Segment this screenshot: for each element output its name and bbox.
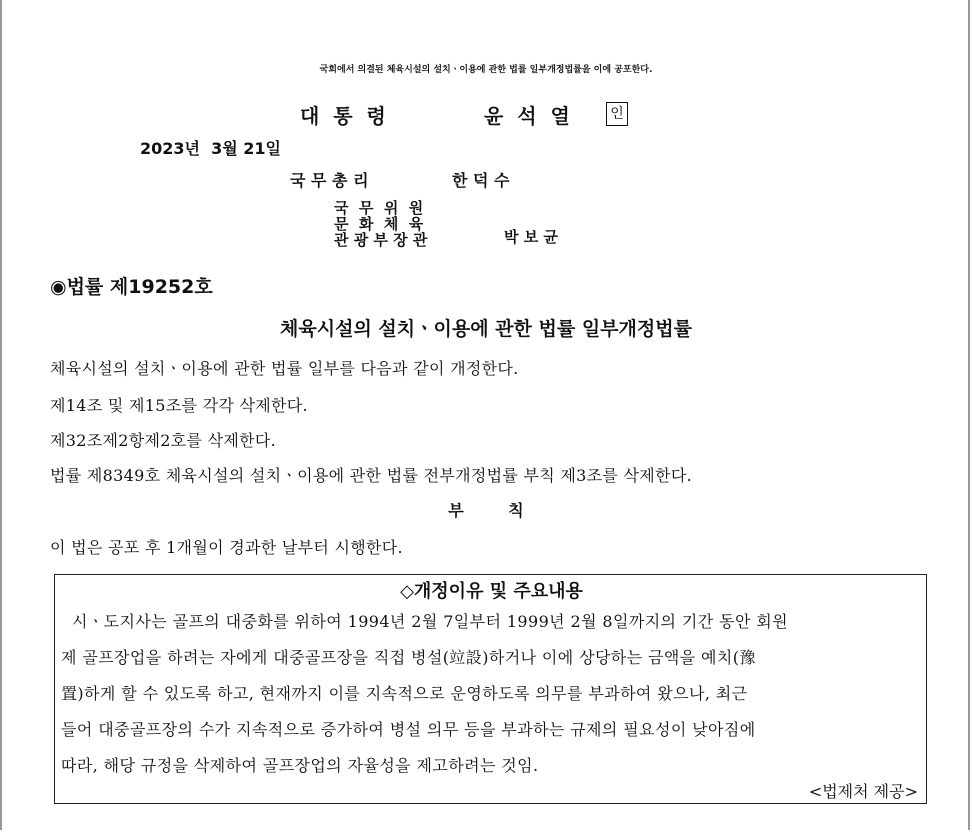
minister-title-line: 관 광 부 장 관: [334, 231, 428, 249]
law-body-line: 제32조제2항제2호를 삭제한다.: [50, 431, 277, 450]
seal-mark: 인: [606, 102, 628, 126]
president-title: 대 통 령: [300, 104, 386, 128]
law-body-line: 법률 제8349호 체육시설의 설치ㆍ이용에 관한 법률 전부개정법률 부칙 제3조를 삭제한다.: [50, 466, 692, 485]
president-name: 윤 석 열: [484, 104, 570, 128]
prime-minister-name: 한 덕 수: [452, 171, 510, 190]
promulgation-headline: 국회에서 의결된 체육시설의 설치ㆍ이용에 관한 법률 일부개정법률을 이에 공포한다.: [319, 65, 653, 75]
law-title: 체육시설의 설치ㆍ이용에 관한 법률 일부개정법률: [280, 318, 692, 340]
minister-title-line: 문 화 체 육: [334, 215, 424, 233]
reason-line: 제 골프장업을 하려는 자에게 대중골프장을 직접 병설(竝設)하거나 이에 상당하는 금액을 예치(豫: [61, 648, 756, 667]
law-body-line: 체육시설의 설치ㆍ이용에 관한 법률 일부를 다음과 같이 개정한다.: [50, 359, 519, 378]
reason-box-title: ◇개정이유 및 주요내용: [400, 581, 583, 602]
source-credit: <법제처 제공>: [808, 782, 918, 801]
law-body-line: 제14조 및 제15조를 각각 삭제한다.: [50, 396, 308, 415]
addenda-text: 이 법은 공포 후 1개월이 경과한 날부터 시행한다.: [50, 538, 403, 557]
reason-line: 시ㆍ도지사는 골프의 대중화를 위하여 1994년 2월 7일부터 1999년 2월 8일까지의 기간 동안 회원: [61, 612, 789, 631]
minister-title-line: 국 무 위 원: [334, 199, 424, 217]
reason-line: 置)하게 할 수 있도록 하고, 현재까지 이를 지속적으로 운영하도록 의무를 부과하여 왔으나, 최근: [61, 684, 748, 703]
reason-line: 따라, 해당 규정을 삭제하여 골프장업의 자율성을 제고하려는 것임.: [61, 756, 539, 775]
prime-minister-title: 국 무 총 리: [290, 171, 369, 190]
reason-box: [54, 574, 927, 804]
law-number: ◉법률 제19252호: [50, 276, 213, 298]
addenda-heading: 부 칙: [448, 501, 524, 520]
minister-name: 박 보 균: [504, 228, 558, 246]
reason-line: 들어 대중골프장의 수가 지속적으로 증가하여 병설 의무 등을 부과하는 규제의 필요성이 낮아짐에: [61, 720, 756, 739]
promulgation-date: 2023년 3월 21일: [140, 139, 282, 158]
